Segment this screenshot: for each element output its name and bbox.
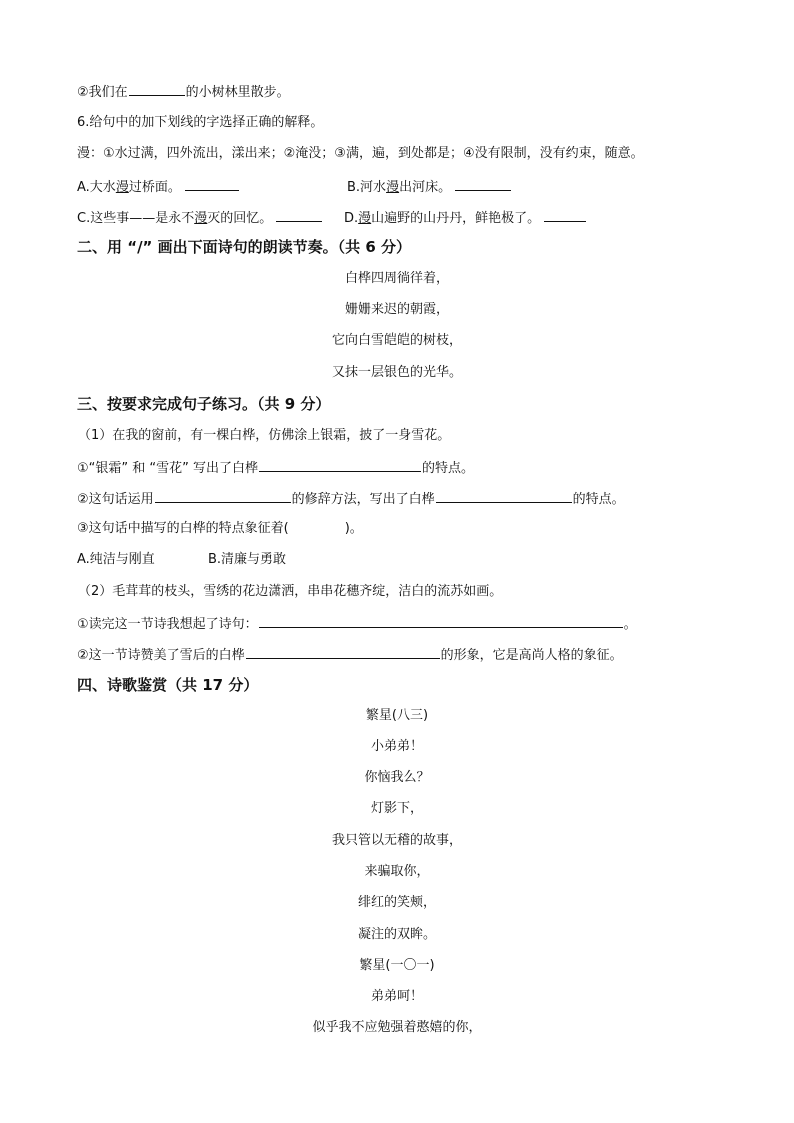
section-3-sentence-2: （2）毛茸茸的枝头，雪绣的花边潇洒，串串花穗齐绽，洁白的流苏如画。 bbox=[78, 584, 503, 599]
section-3-choice-b[interactable]: B.清廉与勇敢 bbox=[208, 552, 287, 567]
question-text: 的修辞方法，写出了白桦 bbox=[291, 492, 435, 507]
q5-item-2-text-after: 的小树林里散步。 bbox=[185, 85, 290, 100]
q6-definitions: 漫：①水过满，四外流出，漾出来；②淹没；③满，遍，到处都是；④没有限制，没有约束，随意。 bbox=[77, 146, 644, 161]
poem-line: 它向白雪皑皑的树枝， bbox=[331, 333, 462, 348]
option-text: A.大水 bbox=[77, 180, 116, 195]
answer-blank[interactable] bbox=[246, 645, 440, 659]
poem-title: 繁星(一〇一) bbox=[359, 958, 435, 973]
option-text: 灭的回忆。 bbox=[207, 211, 273, 226]
poem-line: 来骗取你， bbox=[364, 864, 430, 879]
poem-line: 我只管以无稽的故事， bbox=[331, 833, 462, 848]
option-text: 出河床。 bbox=[399, 180, 452, 195]
question-text: 。 bbox=[623, 617, 637, 632]
answer-blank[interactable] bbox=[129, 82, 185, 96]
poem-line: 似乎我不应勉强着憨嬉的你， bbox=[312, 1020, 482, 1035]
section-3-question-2 bbox=[77, 489, 625, 509]
underlined-char: 漫 bbox=[358, 211, 372, 226]
section-3-question-4 bbox=[77, 614, 637, 634]
option-text: 过桥面。 bbox=[128, 180, 181, 195]
section-3-choice-a[interactable]: A.纯洁与刚直 bbox=[77, 552, 155, 567]
q6-option-b bbox=[347, 177, 512, 197]
option-text: B.河水 bbox=[347, 180, 387, 195]
section-4-heading: 四、诗歌鉴赏（共 17 分） bbox=[77, 676, 259, 694]
question-text: 的特点。 bbox=[572, 492, 625, 507]
answer-blank[interactable] bbox=[259, 458, 421, 472]
question-text: ①读完这一节诗我想起了诗句： bbox=[77, 617, 258, 632]
question-text: ①“银霜” 和 “雪花” 写出了白桦 bbox=[77, 461, 258, 476]
answer-blank[interactable] bbox=[155, 489, 291, 503]
option-text: C.这些事——是永不 bbox=[77, 211, 195, 226]
poem-line: 弟弟呵！ bbox=[370, 989, 423, 1004]
underlined-char: 漫 bbox=[194, 211, 208, 226]
answer-blank[interactable] bbox=[276, 208, 322, 222]
section-2-heading: 二、用 “/” 画出下面诗句的朗读节奏。（共 6 分） bbox=[77, 238, 412, 256]
question-text: ②这句话运用 bbox=[77, 492, 154, 507]
section-3-question-5 bbox=[77, 645, 623, 665]
poem-line: 白桦四周徜徉着， bbox=[344, 271, 449, 286]
question-text: ②这一节诗赞美了雪后的白桦 bbox=[77, 648, 245, 663]
section-3-sentence-1: （1）在我的窗前，有一棵白桦，仿佛涂上银霜，披了一身雪花。 bbox=[78, 428, 451, 443]
question-text: ③这句话中描写的白桦的特点象征着( bbox=[77, 521, 289, 536]
section-3-heading: 三、按要求完成句子练习。（共 9 分） bbox=[77, 395, 331, 413]
poem-title: 繁星(八三) bbox=[365, 708, 429, 723]
poem-line: 小弟弟！ bbox=[370, 739, 423, 754]
answer-blank[interactable] bbox=[259, 614, 623, 628]
answer-blank[interactable] bbox=[436, 489, 572, 503]
poem-line: 灯影下， bbox=[370, 801, 423, 816]
q6-instruction: 6.给句中的加下划线的字选择正确的解释。 bbox=[77, 115, 324, 130]
question-text: )。 bbox=[344, 521, 363, 536]
underlined-char: 漫 bbox=[386, 180, 400, 195]
underlined-char: 漫 bbox=[115, 180, 129, 195]
q5-item-2-text-before: ②我们在 bbox=[77, 85, 128, 100]
q5-item-2 bbox=[77, 82, 290, 102]
answer-blank[interactable] bbox=[455, 177, 511, 191]
poem-line: 姗姗来迟的朝霞， bbox=[344, 302, 449, 317]
poem-line: 凝注的双眸。 bbox=[357, 927, 436, 942]
q6-option-a bbox=[77, 177, 240, 197]
answer-blank[interactable] bbox=[544, 208, 586, 222]
question-text: 的特点。 bbox=[422, 461, 475, 476]
section-3-question-3 bbox=[77, 520, 363, 538]
option-text: D. bbox=[344, 211, 359, 226]
answer-blank[interactable] bbox=[185, 177, 239, 191]
poem-line: 绯红的笑颊， bbox=[357, 895, 436, 910]
q6-option-d bbox=[344, 208, 587, 228]
question-text: 的形象，它是高尚人格的象征。 bbox=[440, 648, 623, 663]
section-3-question-1 bbox=[77, 458, 474, 478]
q6-option-c bbox=[77, 208, 323, 228]
poem-line: 又抹一层银色的光华。 bbox=[331, 365, 462, 380]
option-text: 山遍野的山丹丹，鲜艳极了。 bbox=[371, 211, 541, 226]
poem-line: 你恼我么？ bbox=[364, 770, 430, 785]
